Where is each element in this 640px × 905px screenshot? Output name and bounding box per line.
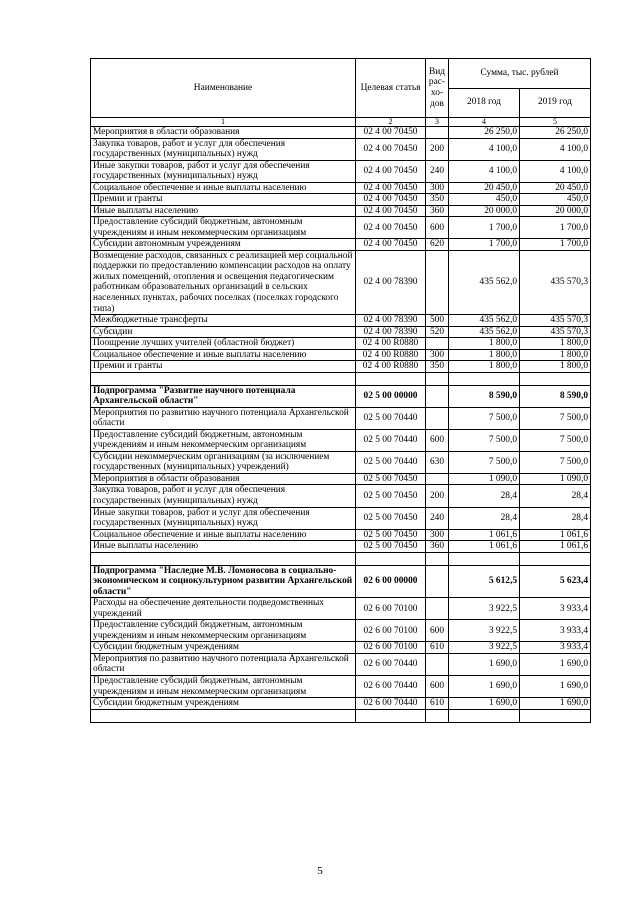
row-sum-2019: 5 623,4 [520, 565, 591, 598]
row-kind [426, 250, 449, 314]
row-name: Мероприятия по развитию научного потенциала Архангельской области [91, 653, 356, 675]
row-code [356, 552, 426, 565]
row-sum-2018: 450,0 [449, 194, 520, 206]
row-sum-2018: 1 700,0 [449, 217, 520, 239]
row-sum-2019: 20 000,0 [520, 205, 591, 217]
col-number-5: 5 [520, 118, 591, 127]
row-code: 02 4 00 70450 [356, 205, 426, 217]
row-sum-2019: 1 800,0 [520, 361, 591, 373]
row-sum-2018: 28,4 [449, 485, 520, 507]
row-sum-2018: 1 800,0 [449, 361, 520, 373]
row-name: Субсидии [91, 326, 356, 338]
row-sum-2018: 1 061,6 [449, 529, 520, 541]
row-name [91, 709, 356, 722]
row-code: 02 5 00 70450 [356, 541, 426, 553]
budget-table [90, 58, 591, 723]
row-kind: 500 [426, 315, 449, 327]
row-sum-2019 [520, 709, 591, 722]
subprogram-row [91, 385, 591, 407]
row-code: 02 6 00 70440 [356, 675, 426, 697]
row-code: 02 5 00 70440 [356, 407, 426, 429]
row-kind: 600 [426, 429, 449, 451]
row-sum-2019: 1 061,6 [520, 541, 591, 553]
row-sum-2019: 450,0 [520, 194, 591, 206]
row-sum-2018: 26 250,0 [449, 127, 520, 139]
row-kind: 600 [426, 620, 449, 642]
row-code: 02 6 00 70440 [356, 698, 426, 710]
row-code: 02 5 00 70450 [356, 473, 426, 485]
row-code: 02 4 00 70450 [356, 182, 426, 194]
row-name: Мероприятия в области образования [91, 127, 356, 139]
table-row [91, 138, 591, 160]
table-row [91, 349, 591, 361]
row-sum-2018: 3 922,5 [449, 598, 520, 620]
row-kind [426, 338, 449, 350]
row-sum-2018: 7 500,0 [449, 451, 520, 473]
row-name: Субсидии автономным учреждениям [91, 239, 356, 251]
row-sum-2019: 7 500,0 [520, 407, 591, 429]
table-row [91, 194, 591, 206]
row-sum-2018 [449, 552, 520, 565]
table-row [91, 315, 591, 327]
row-code: 02 4 00 70450 [356, 138, 426, 160]
table-row [91, 217, 591, 239]
row-sum-2018: 435 562,0 [449, 326, 520, 338]
row-kind [426, 653, 449, 675]
table-row [91, 541, 591, 553]
row-code: 02 6 00 00000 [356, 565, 426, 598]
row-code [356, 372, 426, 385]
row-sum-2019 [520, 372, 591, 385]
row-code: 02 4 00 70450 [356, 217, 426, 239]
row-kind [426, 372, 449, 385]
table-row [91, 698, 591, 710]
page-number: 5 [317, 865, 323, 877]
header-kind: Вид рас-хо-дов [426, 59, 449, 118]
row-name: Премии и гранты [91, 194, 356, 206]
row-name: Предоставление субсидий бюджетным, автономным учреждениям и иным некоммерческим организациям [91, 217, 356, 239]
table-row [91, 507, 591, 529]
row-sum-2018: 435 562,0 [449, 250, 520, 314]
row-code: 02 4 00 70450 [356, 194, 426, 206]
row-kind [426, 407, 449, 429]
row-kind: 520 [426, 326, 449, 338]
row-kind [426, 552, 449, 565]
row-sum-2018: 7 500,0 [449, 429, 520, 451]
row-name: Мероприятия в области образования [91, 473, 356, 485]
row-name: Мероприятия по развитию научного потенциала Архангельской области [91, 407, 356, 429]
row-kind: 620 [426, 239, 449, 251]
row-kind: 200 [426, 138, 449, 160]
row-kind: 600 [426, 217, 449, 239]
header-name: Наименование [91, 59, 356, 118]
row-name [91, 552, 356, 565]
row-name: Подпрограмма "Развитие научного потенциала Архангельской области" [91, 385, 356, 407]
table-spacer-row [91, 709, 591, 722]
row-kind [426, 598, 449, 620]
col-number-4: 4 [449, 118, 520, 127]
row-name: Закупка товаров, работ и услуг для обеспечения государственных (муниципальных) нужд [91, 485, 356, 507]
header-code: Целевая статья [356, 59, 426, 118]
subprogram-row [91, 565, 591, 598]
table-row [91, 407, 591, 429]
table-row [91, 529, 591, 541]
table-row [91, 598, 591, 620]
row-kind: 200 [426, 485, 449, 507]
table-row [91, 675, 591, 697]
table-spacer-row [91, 372, 591, 385]
row-sum-2019: 1 690,0 [520, 698, 591, 710]
row-code: 02 6 00 70100 [356, 598, 426, 620]
table-row [91, 205, 591, 217]
row-code: 02 4 00 70450 [356, 160, 426, 182]
row-kind: 240 [426, 160, 449, 182]
table-row [91, 338, 591, 350]
table-row [91, 642, 591, 654]
row-code: 02 5 00 70450 [356, 529, 426, 541]
row-sum-2018: 1 800,0 [449, 349, 520, 361]
row-sum-2019 [520, 552, 591, 565]
row-code: 02 5 00 70450 [356, 507, 426, 529]
row-name: Иные выплаты населению [91, 541, 356, 553]
row-sum-2018 [449, 709, 520, 722]
row-sum-2018: 5 612,5 [449, 565, 520, 598]
row-kind [426, 473, 449, 485]
row-code: 02 6 00 70440 [356, 653, 426, 675]
row-sum-2018: 1 690,0 [449, 675, 520, 697]
table-row [91, 429, 591, 451]
row-sum-2019: 3 933,4 [520, 620, 591, 642]
row-kind: 610 [426, 642, 449, 654]
row-sum-2019: 1 090,0 [520, 473, 591, 485]
row-code: 02 4 00 78390 [356, 326, 426, 338]
row-name: Субсидии некоммерческим организациям (за исключением государственных (муниципальных) учреждений) [91, 451, 356, 473]
row-sum-2019: 1 700,0 [520, 239, 591, 251]
row-sum-2019: 7 500,0 [520, 451, 591, 473]
row-sum-2018: 28,4 [449, 507, 520, 529]
row-sum-2018: 20 450,0 [449, 182, 520, 194]
row-sum-2018: 3 922,5 [449, 642, 520, 654]
table-row [91, 485, 591, 507]
row-name: Субсидии бюджетным учреждениям [91, 698, 356, 710]
row-sum-2019: 4 100,0 [520, 160, 591, 182]
row-code: 02 4 00 70450 [356, 127, 426, 139]
row-sum-2018: 4 100,0 [449, 160, 520, 182]
row-kind: 350 [426, 194, 449, 206]
table-row [91, 127, 591, 139]
row-sum-2019: 435 570,3 [520, 250, 591, 314]
row-kind [426, 385, 449, 407]
row-sum-2019: 8 590,0 [520, 385, 591, 407]
row-sum-2019: 435 570,3 [520, 315, 591, 327]
row-code: 02 5 00 70450 [356, 485, 426, 507]
row-sum-2019: 1 690,0 [520, 675, 591, 697]
col-number-1: 1 [91, 118, 356, 127]
table-body [91, 127, 591, 723]
row-code: 02 6 00 70100 [356, 620, 426, 642]
row-sum-2018: 1 690,0 [449, 653, 520, 675]
table-row [91, 239, 591, 251]
col-number-3: 3 [426, 118, 449, 127]
row-sum-2018: 4 100,0 [449, 138, 520, 160]
row-kind: 600 [426, 675, 449, 697]
row-sum-2019: 435 570,3 [520, 326, 591, 338]
row-sum-2019: 4 100,0 [520, 138, 591, 160]
table-row [91, 361, 591, 373]
row-sum-2019: 28,4 [520, 507, 591, 529]
row-kind: 610 [426, 698, 449, 710]
row-sum-2019: 7 500,0 [520, 429, 591, 451]
row-kind: 300 [426, 182, 449, 194]
row-kind: 360 [426, 541, 449, 553]
row-sum-2019: 28,4 [520, 485, 591, 507]
row-sum-2019: 1 690,0 [520, 653, 591, 675]
row-sum-2018: 1 700,0 [449, 239, 520, 251]
row-sum-2019: 20 450,0 [520, 182, 591, 194]
table-row [91, 473, 591, 485]
row-kind [426, 565, 449, 598]
row-name: Предоставление субсидий бюджетным, автономным учреждениям и иным некоммерческим организациям [91, 675, 356, 697]
row-kind: 300 [426, 529, 449, 541]
row-kind [426, 709, 449, 722]
row-code [356, 709, 426, 722]
row-kind: 300 [426, 349, 449, 361]
row-sum-2019: 1 700,0 [520, 217, 591, 239]
header-year-2019: 2019 год [520, 88, 591, 118]
row-sum-2018: 1 061,6 [449, 541, 520, 553]
row-name: Социальное обеспечение и иные выплаты населению [91, 182, 356, 194]
row-name: Поощрение лучших учителей (областной бюджет) [91, 338, 356, 350]
row-code: 02 4 00 70450 [356, 239, 426, 251]
header-sum: Сумма, тыс. рублей [449, 59, 591, 89]
row-name: Предоставление субсидий бюджетным, автономным учреждениям и иным некоммерческим организациям [91, 620, 356, 642]
row-sum-2018: 1 800,0 [449, 338, 520, 350]
row-name: Социальное обеспечение и иные выплаты населению [91, 529, 356, 541]
row-sum-2019: 1 061,6 [520, 529, 591, 541]
row-name: Закупка товаров, работ и услуг для обеспечения государственных (муниципальных) нужд [91, 138, 356, 160]
row-sum-2018: 8 590,0 [449, 385, 520, 407]
row-name: Премии и гранты [91, 361, 356, 373]
row-sum-2019: 3 933,4 [520, 598, 591, 620]
row-kind [426, 127, 449, 139]
table-row [91, 451, 591, 473]
row-kind: 360 [426, 205, 449, 217]
row-sum-2018: 1 090,0 [449, 473, 520, 485]
row-code: 02 4 00 R0880 [356, 361, 426, 373]
row-code: 02 5 00 00000 [356, 385, 426, 407]
col-number-2: 2 [356, 118, 426, 127]
table-row [91, 160, 591, 182]
row-name: Социальное обеспечение и иные выплаты населению [91, 349, 356, 361]
row-sum-2018: 3 922,5 [449, 620, 520, 642]
table-row [91, 326, 591, 338]
row-sum-2018: 7 500,0 [449, 407, 520, 429]
row-name: Предоставление субсидий бюджетным, автономным учреждениям и иным некоммерческим организациям [91, 429, 356, 451]
row-sum-2019: 1 800,0 [520, 338, 591, 350]
row-name: Расходы на обеспечение деятельности подведомственных учреждений [91, 598, 356, 620]
row-code: 02 4 00 78390 [356, 250, 426, 314]
row-sum-2018 [449, 372, 520, 385]
row-code: 02 5 00 70440 [356, 451, 426, 473]
table-spacer-row [91, 552, 591, 565]
row-code: 02 4 00 R0880 [356, 349, 426, 361]
row-name: Межбюджетные трансферты [91, 315, 356, 327]
row-code: 02 5 00 70440 [356, 429, 426, 451]
row-sum-2019: 1 800,0 [520, 349, 591, 361]
row-code: 02 4 00 78390 [356, 315, 426, 327]
table-row [91, 653, 591, 675]
row-sum-2018: 1 690,0 [449, 698, 520, 710]
row-sum-2019: 3 933,4 [520, 642, 591, 654]
row-sum-2018: 20 000,0 [449, 205, 520, 217]
row-sum-2018: 435 562,0 [449, 315, 520, 327]
row-name [91, 372, 356, 385]
row-name: Иные закупки товаров, работ и услуг для обеспечения государственных (муниципальных) нужд [91, 160, 356, 182]
row-kind: 240 [426, 507, 449, 529]
table-row [91, 182, 591, 194]
row-kind: 630 [426, 451, 449, 473]
row-name: Иные выплаты населению [91, 205, 356, 217]
row-name: Субсидии бюджетным учреждениям [91, 642, 356, 654]
table-row [91, 620, 591, 642]
row-sum-2019: 26 250,0 [520, 127, 591, 139]
row-name: Подпрограмма "Наследие М.В. Ломоносова в социально-экономическом и социокультурном развитии Архангельской области" [91, 565, 356, 598]
header-year-2018: 2018 год [449, 88, 520, 118]
row-kind: 350 [426, 361, 449, 373]
row-name: Возмещение расходов, связанных с реализацией мер социальной поддержки по предоставлению компенсации расходов на оплату жилых помещений, отопления и освещения педагогическим работникам образовательных организаций в сельских населенных пунктах, рабочих поселках (поселках городского типа) [91, 250, 356, 314]
row-code: 02 6 00 70100 [356, 642, 426, 654]
table-row [91, 250, 591, 314]
row-name: Иные закупки товаров, работ и услуг для обеспечения государственных (муниципальных) нужд [91, 507, 356, 529]
row-code: 02 4 00 R0880 [356, 338, 426, 350]
